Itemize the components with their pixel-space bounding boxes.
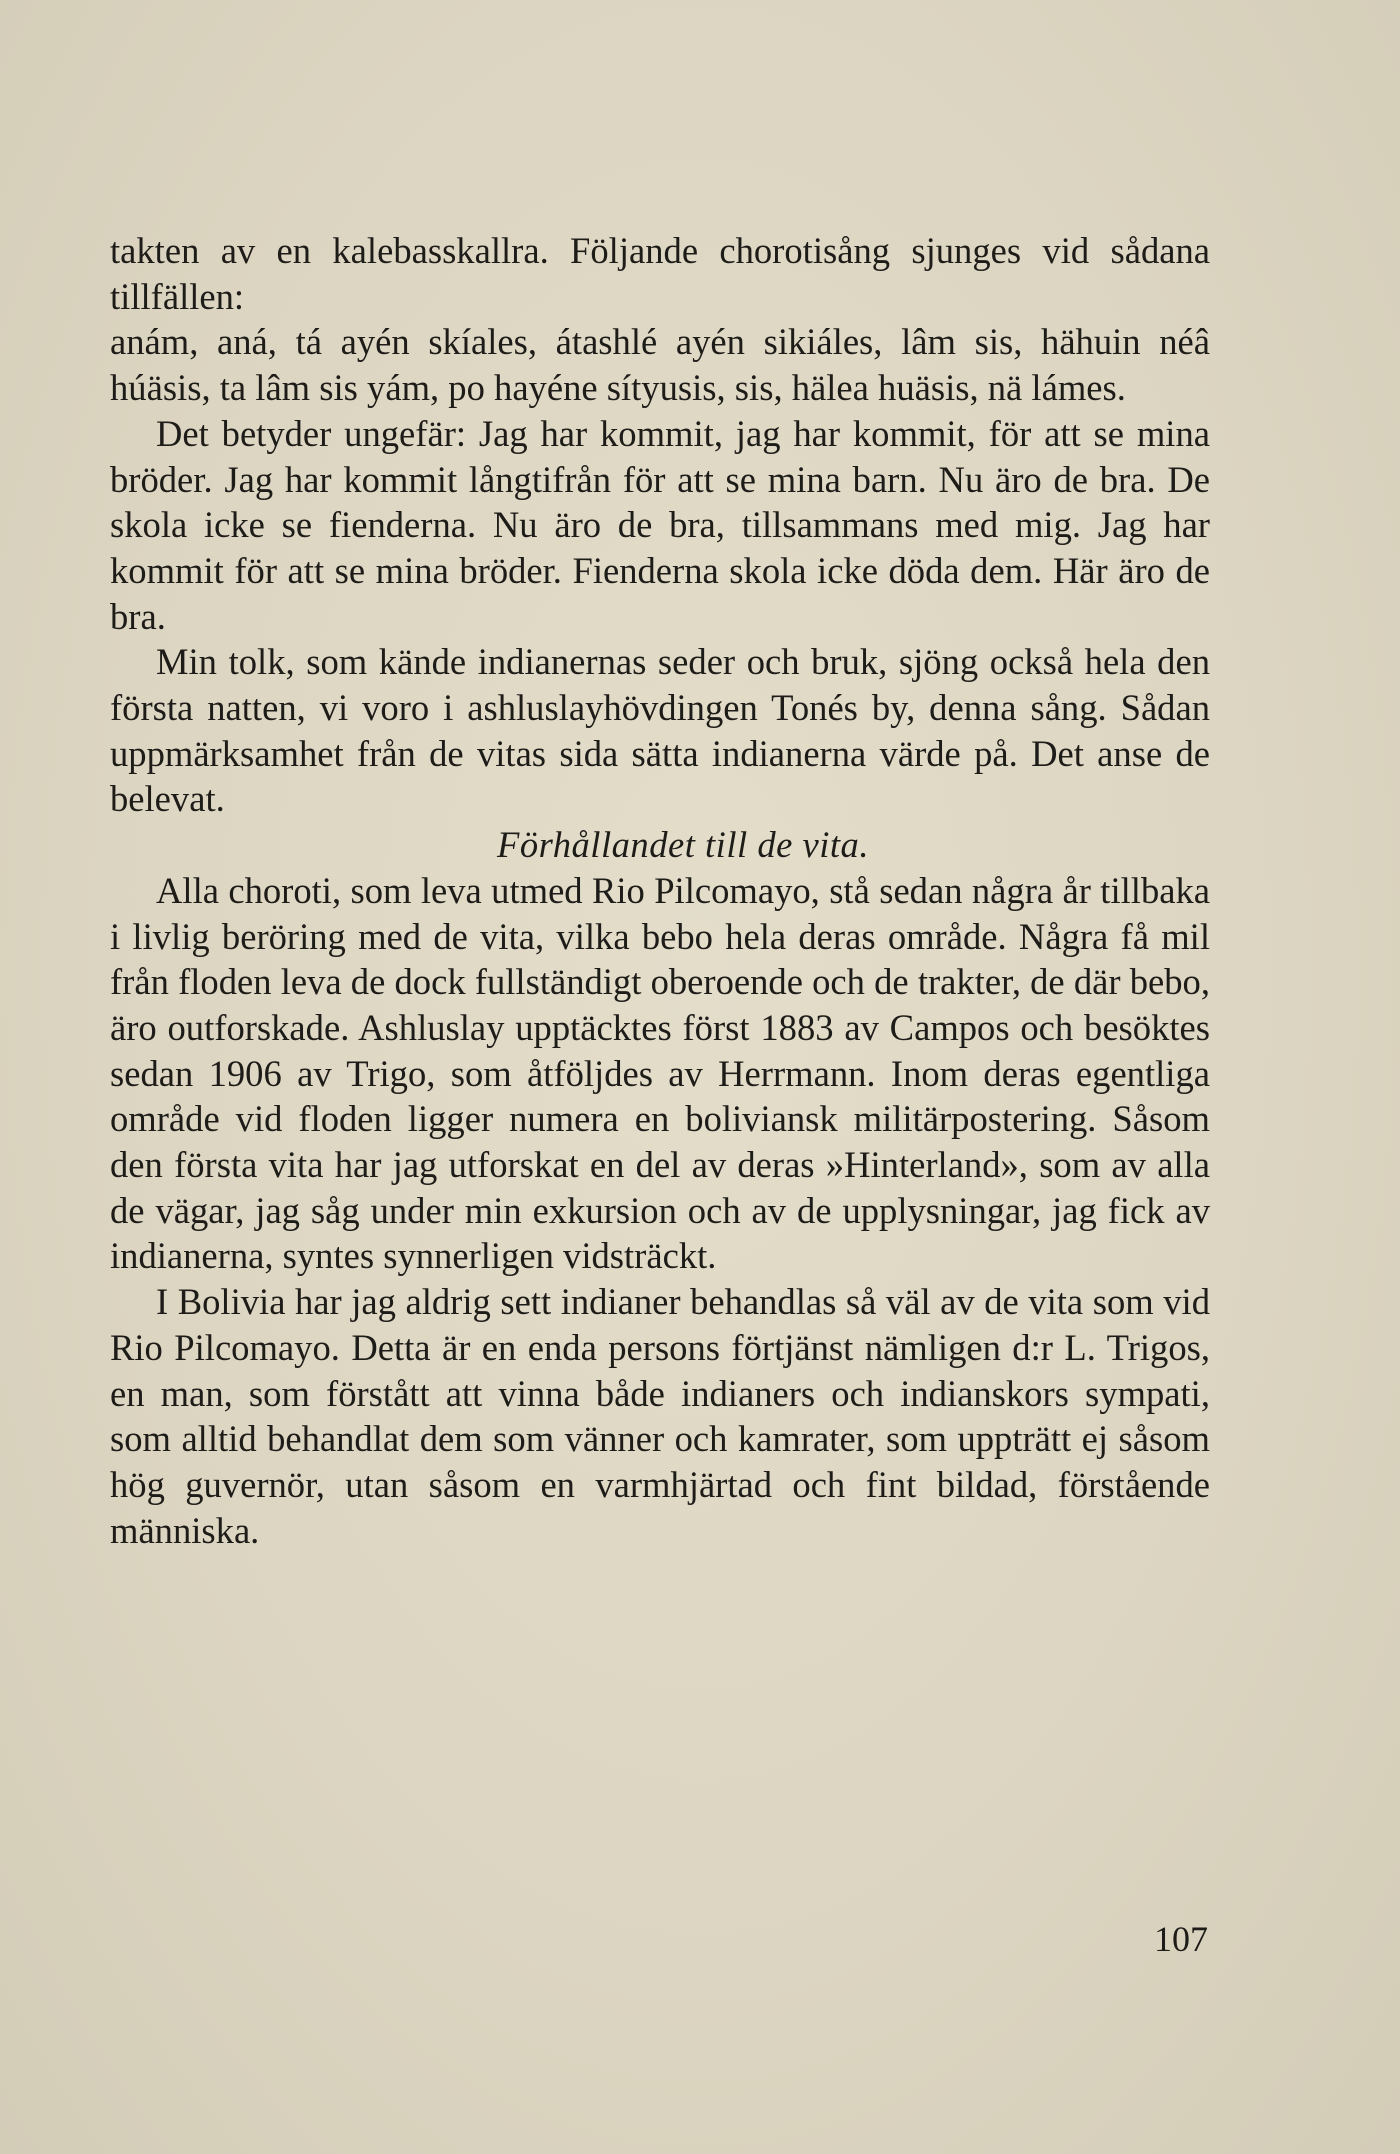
paragraph-interpreter: Min tolk, som kände indianernas seder och bruk, sjöng också hela den första natten, vi voro i ashluslayhövdingen Tonés by, denna sång. Sådan uppmärksamhet från de vitas sida sätta indianerna värde på. Det anse de belevat.: [110, 641, 1210, 820]
page-number: 107: [1154, 1919, 1208, 1959]
paragraph-song: anám, aná, tá ayén skíales, átashlé ayén sikiáles, lâm sis, hähuin néâ húäsis, ta lâm sis yám, po hayéne sítyusis, sis, hälea huäsis, nä lámes.: [110, 321, 1210, 409]
paragraph-bolivia: I Bolivia har jag aldrig sett indianer behandlas så väl av de vita som vid Rio Pilcomayo. Detta är en enda persons förtjänst nämligen d:r L. Trigos, en man, som förstått att vinna både indianers och indianskors sympati, som alltid behandlat dem som vänner och kamrater, som uppträtt ej såsom hög guvernör, utan såsom en varmhjärtad och fint bildad, förstående människa.: [110, 1281, 1210, 1551]
paragraph-choroti: Alla choroti, som leva utmed Rio Pilcomayo, stå sedan några år tillbaka i livlig beröring med de vita, vilka bebo hela deras område. Några få mil från floden leva de dock fullständigt oberoende och de trakter, de där bebo, äro outforskade. Ashluslay upptäcktes först 1883 av Campos och besöktes sedan 1906 av Trigo, som åtföljdes av Herrmann. Inom deras egentliga område vid floden ligger numera en boliviansk militärpostering. Såsom den första vita har jag utforskat en del av deras »Hinterland», som av alla de vägar, jag såg under min exkursion och av de upplysningar, jag fick av indianerna, syntes synnerligen vidsträckt.: [110, 869, 1210, 1277]
paragraph-intro: takten av en kalebasskallra. Följande chorotisång sjunges vid sådana tillfällen:: [110, 230, 1210, 317]
paragraph-translation: Det betyder ungefär: Jag har kommit, jag har kommit, för att se mina bröder. Jag har kommit långtifrån för att se mina barn. Nu äro de bra. De skola icke se fienderna. Nu äro de bra, tillsammans med mig. Jag har kommit för att se mina bröder. Fienderna skola icke döda dem. Här äro de bra.: [110, 412, 1210, 637]
body-text: [110, 228, 1210, 1553]
section-heading: Förhållandet till de vita.: [497, 824, 869, 866]
